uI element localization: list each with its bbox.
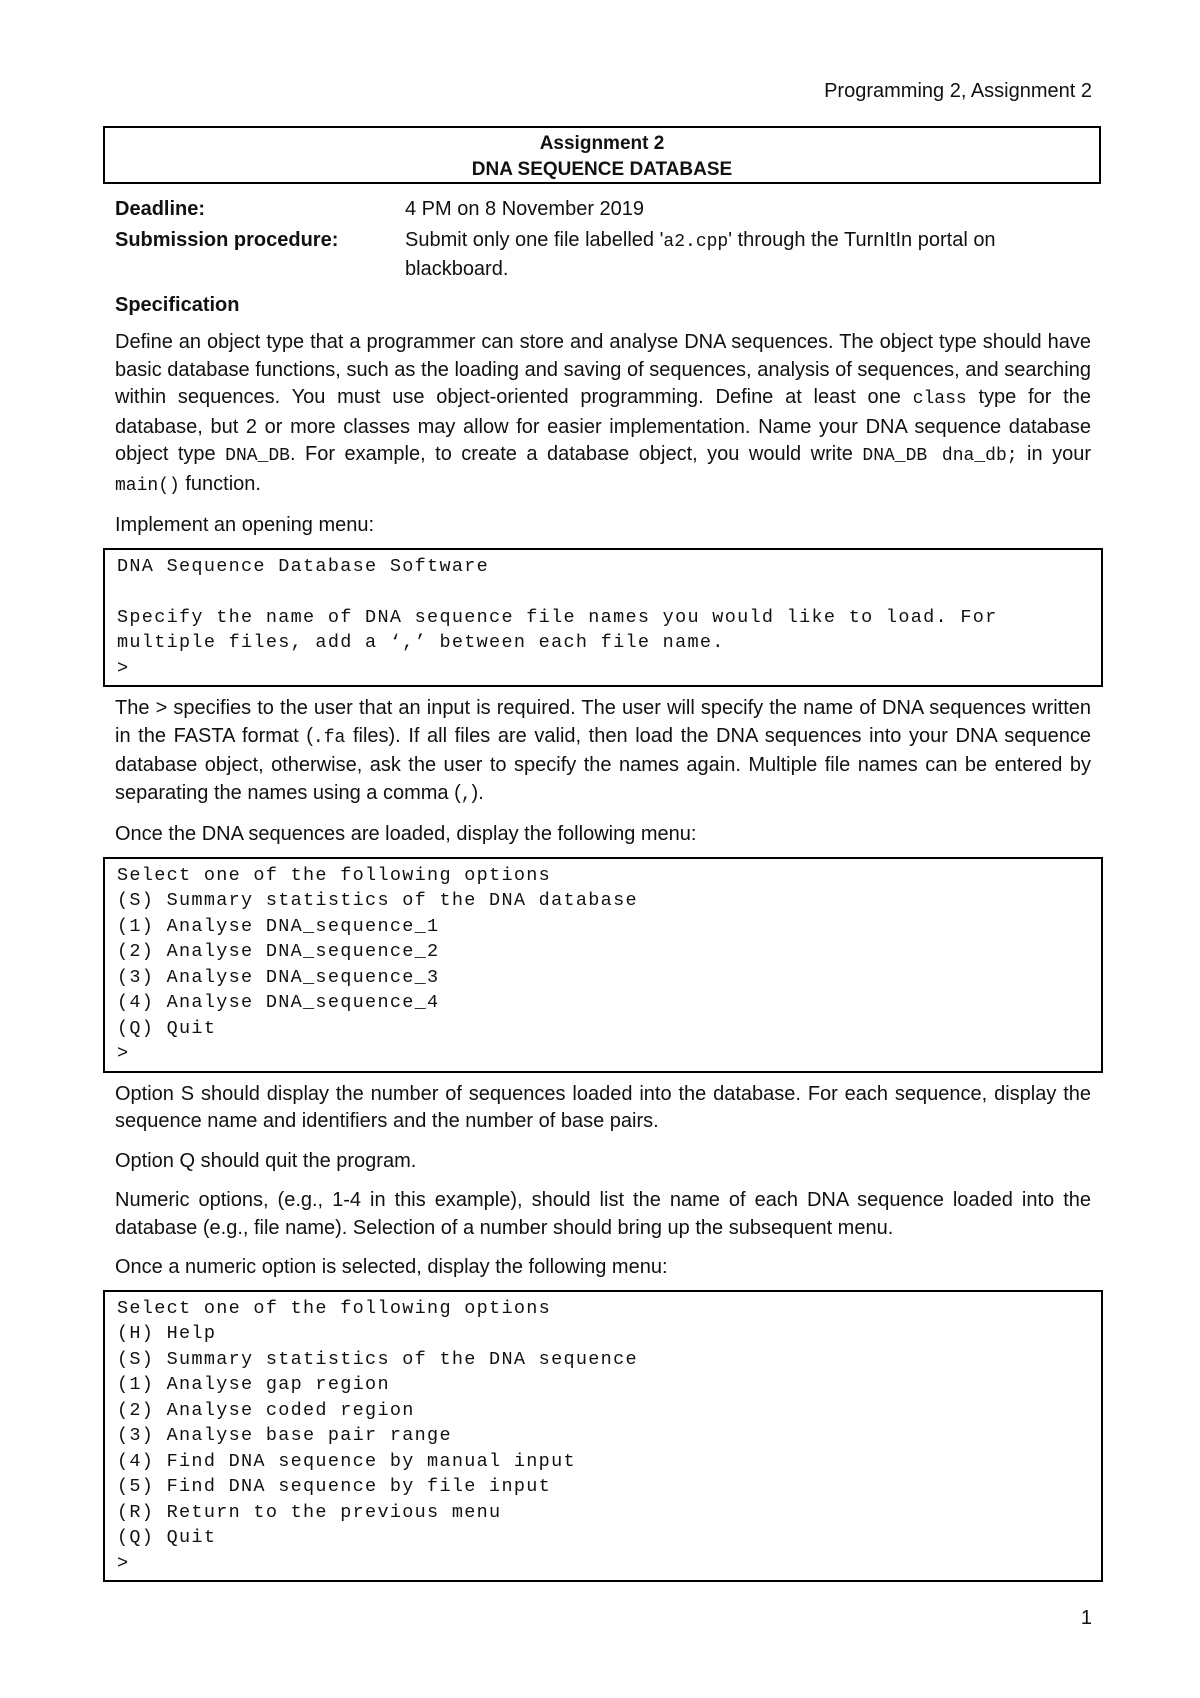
input-explanation: [115, 695, 1091, 809]
code-line: (S) Summary statistics of the DNA database: [117, 890, 638, 911]
spec-text-e: function.: [179, 472, 261, 495]
code-line: (3) Analyse DNA_sequence_3: [117, 966, 440, 988]
deadline-value: 4 PM on 8 November 2019: [405, 198, 645, 220]
code-line: (R) Return to the previous menu: [117, 1501, 502, 1523]
page-number: 1: [1080, 1607, 1092, 1629]
code-line: (4) Find DNA sequence by manual input: [117, 1450, 576, 1472]
code-line: [117, 579, 1089, 605]
opening-menu-intro: Implement an opening menu:: [115, 514, 375, 536]
code-line: (S) Summary statistics of the DNA sequence: [117, 1348, 638, 1370]
comma-code: ,: [460, 784, 472, 805]
deadline-row: [115, 196, 1091, 224]
submission-text-post: ' through the TurnItIn portal on blackboard.: [405, 228, 996, 280]
assignment-title: DNA SEQUENCE DATABASE: [471, 159, 733, 180]
code-line: (H) Help: [117, 1323, 217, 1344]
spec-text-c: . For example, to create a database object, you would write: [289, 443, 863, 465]
opening-menu-box: [103, 548, 1103, 688]
numeric-options-paragraph: Numeric options, (e.g., 1-4 in this example), should list the name of each DNA sequence loaded into the database (e.g., file name). Selection of a number should bring up the subsequent menu.: [115, 1189, 1091, 1239]
option-s-paragraph: Option S should display the number of sequences loaded into the database. For each sequence, display the sequence name and identifiers and the number of base pairs.: [115, 1082, 1091, 1132]
code-line: >: [117, 1043, 130, 1064]
spec-text-d: in your: [1017, 443, 1091, 465]
running-header: Programming 2, Assignment 2: [824, 80, 1092, 102]
code-line: multiple files, add a ‘,’ between each file name.: [117, 632, 725, 653]
code-line: (1) Analyse DNA_sequence_1: [117, 915, 440, 937]
fasta-extension: .fa: [312, 727, 346, 748]
code-line: Specify the name of DNA sequence file names you would like to load. For: [117, 606, 998, 628]
input-text-a: The > specifies to the user that an input is required. The user will specify the name of DNA sequences written in the FASTA format (: [115, 697, 1091, 747]
sequence-menu-box: [103, 1290, 1103, 1583]
main-menu-intro: Once the DNA sequences are loaded, display the following menu:: [115, 823, 697, 845]
code-line: (4) Analyse DNA_sequence_4: [117, 992, 440, 1013]
code-line: (2) Analyse DNA_sequence_2: [117, 941, 440, 962]
code-line: (3) Analyse base pair range: [117, 1425, 452, 1446]
code-line: Select one of the following options: [117, 1297, 552, 1319]
spec-code-class: class: [912, 389, 967, 409]
submission-label: Submission procedure:: [115, 228, 339, 251]
code-line: >: [117, 1552, 130, 1574]
main-content: [115, 196, 1091, 1582]
input-text-c: ).: [471, 781, 484, 804]
code-line: (Q) Quit: [117, 1527, 217, 1548]
submission-row: [115, 227, 1091, 284]
code-line: (1) Analyse gap region: [117, 1374, 390, 1395]
title-box: [103, 126, 1101, 184]
spec-text-b: type for the database, but 2 or more classes may allow for easier implementation. Name your DNA sequence database object type: [115, 386, 1091, 465]
spec-code-dna-db: DNA_DB: [225, 446, 290, 466]
submission-text-pre: Submit only one file labelled ': [405, 228, 664, 251]
submission-value: [405, 227, 1091, 284]
code-line: Select one of the following options: [117, 864, 552, 886]
code-line: (5) Find DNA sequence by file input: [117, 1476, 552, 1497]
spec-paragraph: [115, 329, 1091, 500]
code-line: (2) Analyse coded region: [117, 1399, 415, 1421]
spec-code-declaration: DNA_DB dna_db;: [862, 446, 1018, 466]
code-line: DNA Sequence Database Software: [117, 555, 490, 577]
specification-heading: Specification: [115, 293, 240, 316]
code-line: (Q) Quit: [117, 1017, 217, 1039]
main-menu-box: [103, 857, 1103, 1073]
code-line: >: [117, 657, 130, 679]
deadline-label: Deadline:: [115, 198, 206, 220]
assignment-number: Assignment 2: [539, 133, 665, 154]
spec-code-main: main(): [115, 475, 180, 496]
option-q-paragraph: Option Q should quit the program.: [115, 1149, 417, 1172]
input-text-b: files). If all files are valid, then load the DNA sequences into your DNA sequence database object, otherwise, ask the user to specify the names again. Multiple file names can be entered by separating the names using a comma (: [115, 724, 1091, 804]
submenu-intro: Once a numeric option is selected, display the following menu:: [115, 1256, 668, 1278]
spec-text-a: Define an object type that a programmer can store and analyse DNA sequences. The object type should have basic database functions, such as the loading and saving of sequences, analysis of sequences, and searching within sequences. You must use object-oriented programming. Define at least one: [115, 331, 1091, 408]
submission-filename: a2.cpp: [663, 231, 729, 252]
